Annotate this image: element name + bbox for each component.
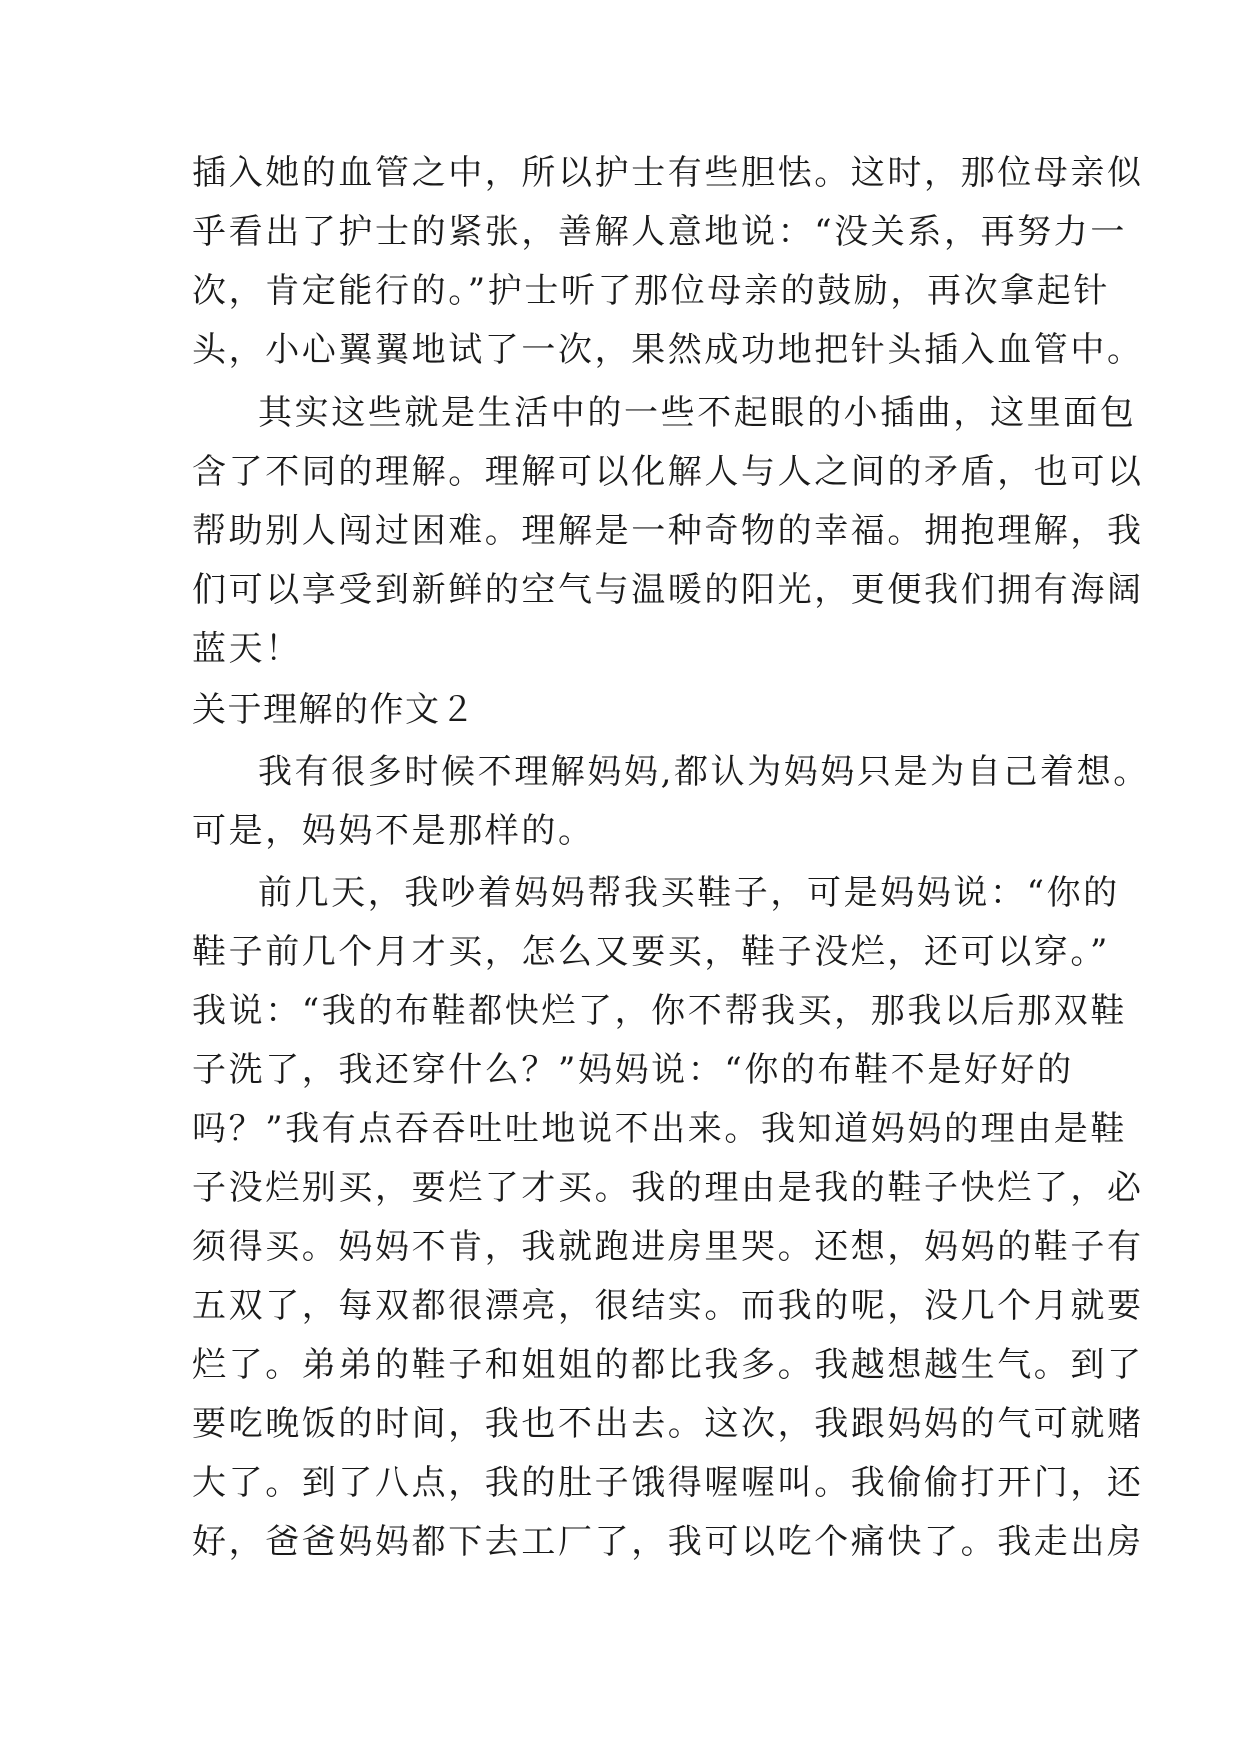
paragraph-line: 吗？”我有点吞吞吐吐地说不出来。我知道妈妈的理由是鞋 [192,1109,1127,1149]
paragraph-line: 蓝天！ [192,629,302,669]
paragraph-line: 烂了。弟弟的鞋子和姐姐的都比我多。我越想越生气。到了 [192,1345,1144,1385]
paragraph-line: 次，肯定能行的。”护士听了那位母亲的鼓励，再次拿起针 [192,271,1110,311]
paragraph-line: 帮助别人闯过困难。理解是一种奇物的幸福。拥抱理解，我 [192,511,1144,551]
section-heading: 关于理解的作文２ [192,690,476,730]
paragraph-line: 大了。到了八点，我的肚子饿得喔喔叫。我偷偷打开门，还 [192,1463,1144,1503]
paragraph-line: 要吃晚饭的时间，我也不出去。这次，我跟妈妈的气可就赌 [192,1404,1144,1444]
paragraph-line: 我说：“我的布鞋都快烂了，你不帮我买，那我以后那双鞋 [192,991,1127,1031]
paragraph-line: 可是，妈妈不是那样的。 [192,811,595,851]
paragraph-line: 子洗了，我还穿什么？”妈妈说：“你的布鞋不是好好的 [192,1050,1074,1090]
paragraph-line: 五双了，每双都很漂亮，很结实。而我的呢，没几个月就要 [192,1286,1144,1326]
paragraph-line: 其实这些就是生活中的一些不起眼的小插曲，这里面包 [258,393,1137,433]
paragraph-line: 我有很多时候不理解妈妈,都认为妈妈只是为自己着想。 [258,752,1150,792]
paragraph-line: 插入她的血管之中，所以护士有些胆怯。这时，那位母亲似 [192,153,1144,193]
paragraph-line: 鞋子前几个月才买，怎么又要买，鞋子没烂，还可以穿。” [192,932,1110,972]
paragraph-line: 前几天，我吵着妈妈帮我买鞋子，可是妈妈说：“你的 [258,873,1120,913]
paragraph-line: 含了不同的理解。理解可以化解人与人之间的矛盾，也可以 [192,452,1144,492]
paragraph-line: 好，爸爸妈妈都下去工厂了，我可以吃个痛快了。我走出房 [192,1522,1144,1562]
paragraph-line: 乎看出了护士的紧张，善解人意地说：“没关系，再努力一 [192,212,1127,252]
paragraph-line: 们可以享受到新鲜的空气与温暖的阳光，更便我们拥有海阔 [192,570,1144,610]
paragraph-line: 子没烂别买，要烂了才买。我的理由是我的鞋子快烂了，必 [192,1168,1144,1208]
paragraph-line: 须得买。妈妈不肯，我就跑进房里哭。还想，妈妈的鞋子有 [192,1227,1144,1267]
paragraph-line: 头，小心翼翼地试了一次，果然成功地把针头插入血管中。 [192,330,1144,370]
